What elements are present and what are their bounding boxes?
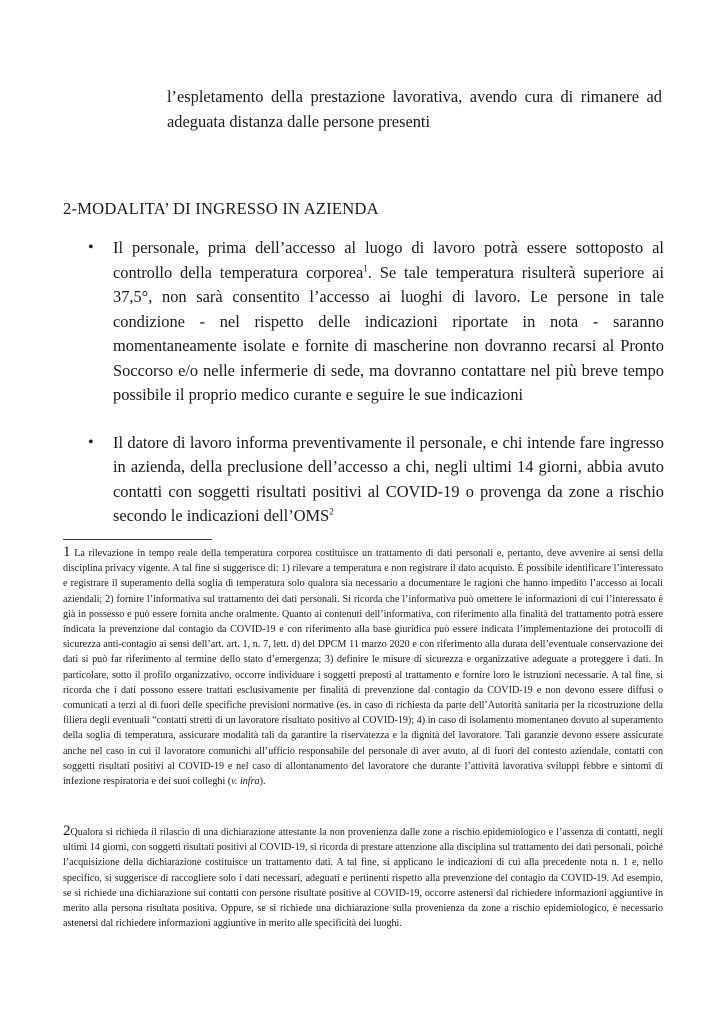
continuation-paragraph: l’espletamento della prestazione lavorativa, avendo cura di rimanere ad adeguata distanza dalle persone presenti: [167, 87, 662, 131]
bullet-item: [88, 431, 664, 529]
footnote-divider: [63, 539, 212, 540]
bullet-icon: •: [88, 239, 94, 256]
footnote-text-end: ).: [259, 776, 266, 788]
footnote-ref: 2: [329, 506, 334, 517]
footnote-text: La rilevazione in tempo reale della temperatura corporea costituisce un trattamento di dati personali e, pertanto, deve avvenire ai sensi della disciplina privacy vigente. A tal fine si suggerisce di: 1) rilevare a temperatura e non registrare il dato acquisto. È possibile identificare l’interessato e registrare il superamento della soglia di temperatura solo qualora sia necessario a documentare le ragioni che hanno impedito l’accesso ai locali aziendali; 2) fornire l’informativa sul trattamento dei dati personali. Si ricorda che l’informativa può omettere le informazioni di cui l’interessato è già in possesso e può essere fornita anche oralmente. Quanto ai contenuti dell’informativa, con riferimento alla finalità del trattamento potrà essere indicata la prevenzione dal contagio da COVID-19 e con riferimento alla base giuridica può essere indicata l’implementazione dei protocolli di sicurezza anti-contagio ai sensi dell’art. art. 1, n. 7, lett. d) del DPCM 11 marzo 2020 e con riferimento alla durata dell’eventuale conservazione dei dati si può far riferimento al termine dello stato d’emergenza; 3) definire le misure di sicurezza e organizzative adeguate a proteggere i dati. In particolare, sotto il profilo organizzativo, occorre individuare i soggetti preposti al trattamento e fornire loro le istruzioni necessarie. A tal fine, si ricorda che i dati possono essere trattati esclusivamente per finalità di prevenzione dal contagio da COVID-19 e non devono essere diffusi o comunicati a terzi al di fuori delle specifiche previsioni normative (es. in caso di richiesta da parte dell’Autorità sanitaria per la ricostruzione della filiera degli eventuali “contatti stretti di un lavoratore risultato positivo al COVID-19); 4) in caso di isolamento momentaneo dovuto al superamento della soglia di temperatura, assicurare modalità tali da garantire la riservatezza e la dignità del lavoratore. Tali garanzie devono essere assicurate anche nel caso in cui il lavoratore comunichi all’ufficio responsabile del personale di aver avuto, al di fuori del contesto aziendale, contatti con soggetti risultati positivi al COVID-19 e nel caso di allontanamento del lavoratore che durante l’attività lavorativa sviluppi febbre e sintomi di infezione respiratoria e dei suoi colleghi (: [63, 548, 663, 788]
footnote-number: 1: [63, 544, 71, 560]
footnote: [63, 825, 663, 931]
bullet-text: Il datore di lavoro informa preventivamente il personale, e chi intende fare ingresso in azienda, della preclusione dell’accesso a chi, negli ultimi 14 giorni, abbia avuto contatti con soggetti risultati positivi al COVID-19 o provenga da zone a rischio secondo le indicazioni dell’OMS: [113, 432, 664, 525]
bullet-icon: •: [88, 433, 94, 451]
footnote-number: 2: [63, 823, 71, 839]
section-heading: 2-MODALITA’ DI INGRESSO IN AZIENDA: [63, 199, 379, 218]
bullet-text: Il personale, prima dell’accesso al luogo di lavoro potrà essere sottoposto al controllo della temperatura corporea: [113, 238, 664, 282]
bullet-list: [88, 236, 664, 552]
footnote-ref: 1: [363, 263, 368, 274]
bullet-text-cont: . Se tale temperatura risulterà superiore ai 37,5°, non sarà consentito l’accesso ai luoghi di lavoro. Le persone in tale condizione - nel rispetto delle indicazioni riportate in nota - saranno momentaneamente isolate e fornite di mascherine non dovranno recarsi al Pronto Soccorso e/o nelle infermerie di sede, ma dovranno contattare nel più breve tempo possibile il proprio medico curante e seguire le sue indicazioni: [113, 262, 665, 404]
footnote: [63, 546, 663, 789]
footnote-text: Qualora si richieda il rilascio di una dichiarazione attestante la non provenienza dalle zone a rischio epidemiologico e l’assenza di contatti, negli ultimi 14 giorni, con soggetti risultati positivi al COVID-19, si ricorda di prestare attenzione alla disciplina sul trattamento dei dati personali, poiché l’acquisizione della dichiarazione costituisce un trattamento dati. A tal fine, si applicano le indicazioni di cui alla precedente nota n. 1 e, nello specifico, si suggerisce di raccogliere solo i dati necessari, adeguati e pertinenti rispetto alla prevenzione del contagio da COVID-19. Ad esempio, se si richiede una dichiarazione sui contatti con persone risultate positive al COVID-19, occorre astenersi dal richiedere informazioni aggiuntive in merito alla persona risultata positiva. Oppure, se si richiede una dichiarazione sulla provenienza da zone a rischio epidemiologico, è necessario astenersi dal richiedere informazioni aggiuntive in merito alle specificità dei luoghi.: [63, 827, 663, 930]
bullet-item: [88, 236, 664, 408]
footnote-italic: v. infra: [231, 776, 260, 788]
